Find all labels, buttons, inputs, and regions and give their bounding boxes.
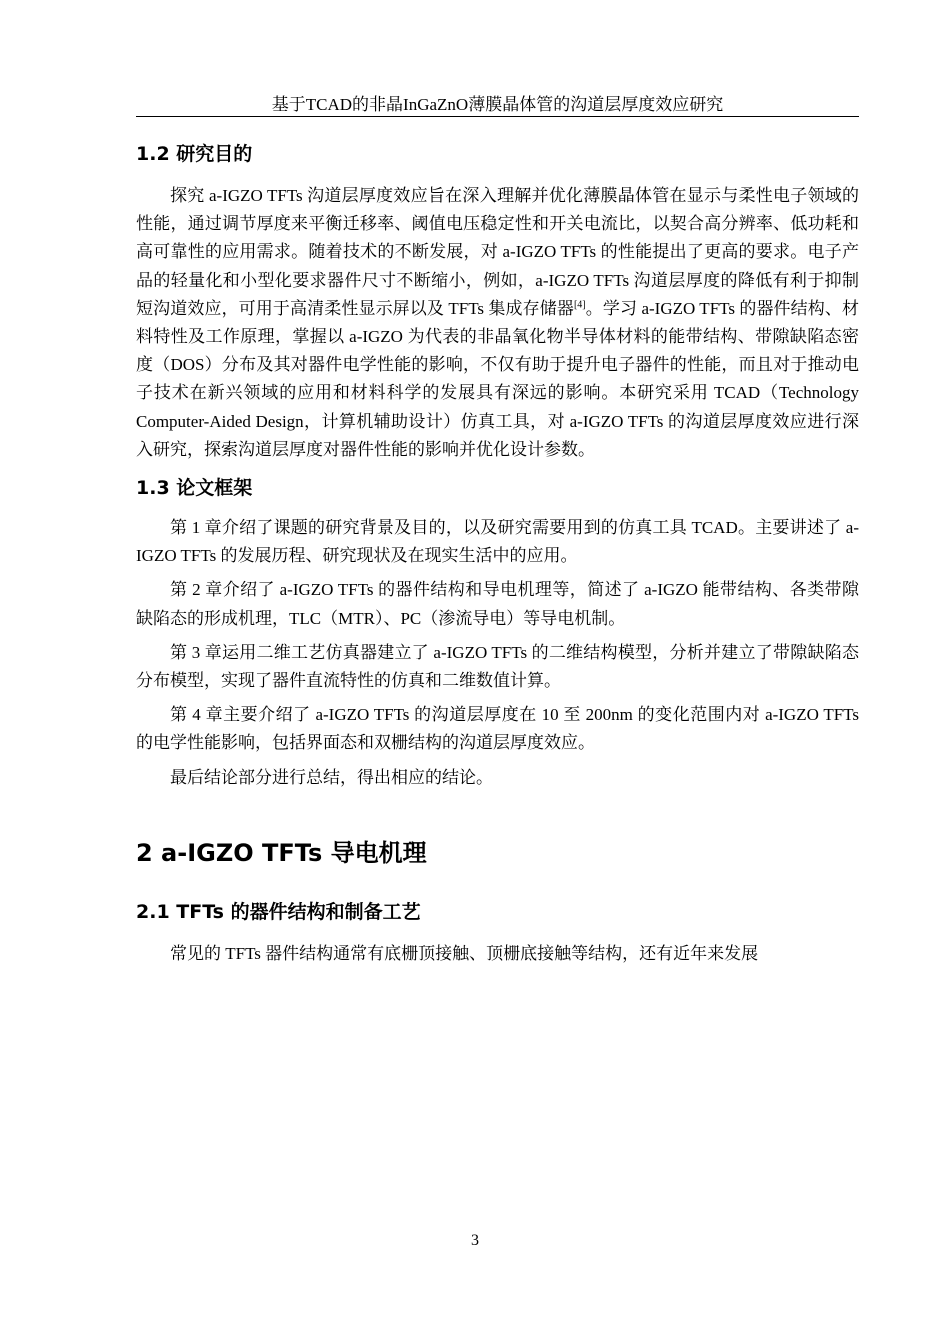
chapter-2-heading: 2 a-IGZO TFTs 导电机理 [136,838,427,867]
citation-ref: [4] [573,299,586,311]
section-1-2-paragraph [136,182,859,464]
section-1-3-body [136,514,859,792]
paragraph-text-part-1: 探究 a-IGZO TFTs 沟道层厚度效应旨在深入理解并优化薄膜晶体管在显示与柔性电子领域的性能，通过调节厚度来平衡迁移率、阈值电压稳定性和开关电流比，以契合高分辨率、低功耗和高可靠性的应用需求。随着技术的不断发展，对 a-IGZO TFTs 的性能提出了更高的要求。电子产品的轻量化和小型化要求器件尺寸不断缩小，例如，a-IGZO TFTs 沟道层厚度的降低有利于抑制短沟道效应，可用于高清柔性显示屏以及 TFTs 集成存储器 [136,186,859,318]
chapter-3-summary: 第 3 章运用二维工艺仿真器建立了 a-IGZO TFTs 的二维结构模型，分析并建立了带隙缺陷态分布模型，实现了器件直流特性的仿真和二维数值计算。 [136,642,859,691]
section-2-1-paragraph: 常见的 TFTs 器件结构通常有底栅顶接触、顶栅底接触等结构，还有近年来发展 [170,943,759,963]
page-number: 3 [471,1232,479,1249]
section-2-1-heading: 2.1 TFTs 的器件结构和制备工艺 [136,900,421,923]
conclusion-summary: 最后结论部分进行总结，得出相应的结论。 [170,767,493,787]
page-body [136,140,859,968]
chapter-2-summary: 第 2 章介绍了 a-IGZO TFTs 的器件结构和导电机理等，简述了 a-IGZO 能带结构、各类带隙缺陷态的形成机理，TLC（MTR）、PC（渗流导电）等导电机制。 [136,580,859,628]
section-1-3-heading: 1.3 论文框架 [136,477,253,500]
chapter-4-summary: 第 4 章主要介绍了 a-IGZO TFTs 的沟道层厚度在 10 至 200nm 的变化范围内对 a-IGZO TFTs 的电学性能影响，包括界面态和双栅结构的沟道层厚度效应。 [136,705,859,753]
chapter-1-summary: 第 1 章介绍了课题的研究背景及目的，以及研究需要用到的仿真工具 TCAD。主要讲述了 a-IGZO TFTs 的发展历程、研究现状及在现实生活中的应用。 [136,518,859,566]
section-1-2-heading: 1.2 研究目的 [136,143,253,165]
running-title: 基于TCAD的非晶InGaZnO薄膜晶体管的沟道层厚度效应研究 [271,95,724,114]
running-header [136,93,859,117]
paragraph-text-part-2: 。学习 a-IGZO TFTs 的器件结构、材料特性及工作原理，掌握以 a-IGZO 为代表的非晶氧化物半导体材料的能带结构、带隙缺陷态密度（DOS）分布及其对器件电学性能的影响，不仅有助于提升电子器件的性能，而且对于推动电子技术在新兴领域的应用和材料科学的发展具有深远的影响。本研究采用 TCAD（Technology Computer-Aided Design，计算机辅助设计）仿真工具，对 a-IGZO TFTs 的沟道层厚度效应进行深入研究，探索沟道层厚度对器件性能的影响并优化设计参数。 [136,298,860,459]
